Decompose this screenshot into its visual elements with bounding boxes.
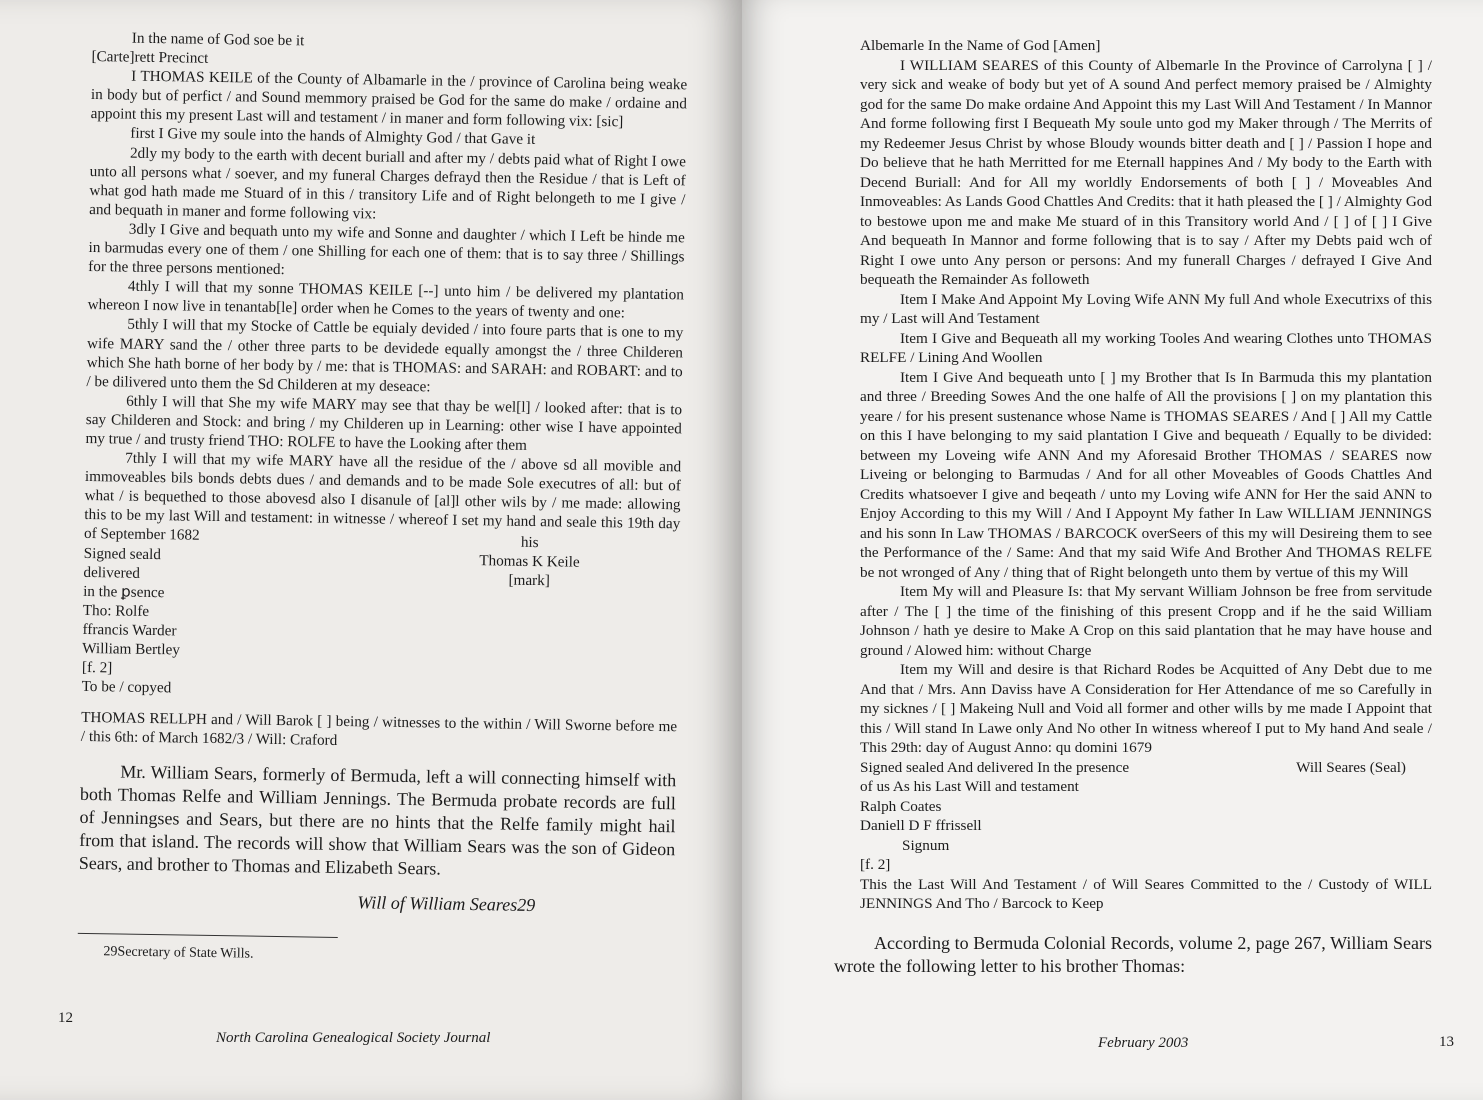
signed-line: Signed sealed And delivered In the presence [860, 758, 1130, 776]
will-paragraph: 5thly I will that my Stocke of Cattle be equialy devided / into foure parts that is one to my wife MARY sand the / other three parts to be devidede equally amongst the / three Childeren which She hath borne of her body by / me: that is THOMAS: and SARAH: and ROBART: and to / be dilivered unto them the Sd Childeren at my deseace: [86, 315, 684, 396]
his-label: his [520, 533, 539, 551]
witness: William Bertley [82, 639, 181, 659]
witness: Ralph Coates [860, 797, 942, 815]
to-be-copyed: To be / copyed [81, 678, 172, 697]
narrative-paragraph: Mr. William Sears, formerly of Bermuda, left a will connecting himself with both Thomas Relfe and William Jennings. The Bermuda probate records are full of Jenningses and Sears, but there are no hints that the Relfe family might hail from that island. The records will show that William Sears was the son of Gideon Sears, and brother to Thomas and Elizabeth Sears. [78, 762, 677, 880]
will-paragraph: I THOMAS KEILE of the County of Albamarle in the / province of Carolina being weake in body but of perfict / and Sound memmory praised be God for the same do make / ordaine and appoint this my present Last will and testament / in maner and form following vix: [sic] [90, 67, 688, 131]
delivered: delivered [83, 563, 141, 582]
of-us-line: of us As his Last Will and testament [860, 778, 1079, 795]
witness: ffrancis Warder [82, 620, 177, 640]
will-paragraph: I WILLIAM SEARES of this County of Albemarle In the Province of Carrolyna [ ] / very sick and weake of body but yet of A sound And perfect memory praised be / Almighty god for the same Do make ordaine And Appoint this my Last Will And Testament / In Mannor And forme following first I Bequeath My soule unto god my Maker through / The Merrits of my Redeemer Jesus Christ by whose Bloudy wounds bitter death and [ ] / Passion I hope and Do believe that he hath Merritted for me Eternall happines And / My body to the Earth with Decend Buriall: And for All my worldly Endorsements of both [ ] / Moveables And Inmoveables: As Lands Good Chattles And Credits: that it hath pleased the [ ] / Almighty God to bestowe upon me and make Me stuard of in this Transitory world And / [ ] of [ ] I Give And bequeath In Mannor and forme following that is to say / After my Debts paid wch of Right I owe unto Any person or persons: And my funerall Charges / defrayed I Give And bequeath the Remainder As followeth [860, 56, 1432, 288]
footnote: 29Secretary of State Wills. [103, 943, 254, 962]
page-number-right: 13 [1439, 1034, 1454, 1050]
will-paragraph: Item My will and Pleasure Is: that My servant William Johnson be free from servitude after / The [ ] the time of the finishing of this present Cropp and if he the said William Johnson / hath ye desire to Make A Crop on this said plantation that he may have house and ground / Alowed him: without Charge [860, 583, 1432, 659]
issue-date: February 2003 [1098, 1035, 1189, 1051]
signed-seald: Signed seald [83, 544, 162, 563]
narrative-paragraph: According to Bermuda Colonial Records, volume 2, page 267, William Sears wrote the following letter to his brother Thomas: [834, 932, 1432, 976]
will-paragraph: 6thly I will that She my wife MARY may see that thay be wel[l] / looked after: that is to say Childeren and Stock: and bring / my Childeren up in Learning: other wise I have appointed my true / and trusty friend THO: ROLFE to have the Looking after them [85, 392, 683, 454]
footnote-rule [78, 932, 338, 937]
will-paragraph: Item I Give and Bequeath all my working Tooles And wearing Clothes unto THOMAS RELFE / Lining And Woollen [860, 329, 1432, 366]
will-paragraph: 4thly I will that my sonne THOMAS KEILE [--] unto him / be delivered my plantation whereon I now live in tenantab[le] order when he Comes to the years of twenty and one: [87, 277, 685, 322]
in-presence: in the ꝑsence [83, 582, 165, 601]
testator-signature: Thomas K Keile [479, 551, 580, 571]
custody-note: This the Last Will And Testament / of Will Seares Committed to the / Custody of WILL JENNINGS And Tho / Barcock to Keep [860, 875, 1432, 912]
signature-block [83, 533, 680, 610]
will-paragraph: 7thly I will that my wife MARY have all the residue of the / above sd all movible and immoveables bils bonds debts dues / and demands and to be made Sole executres of all: but of what / is bequethed to those abovesd also I disanule of [al]l other wils by / me made: allowing this to be my last Will and testament: in witnesse / whereof I set my hand and seale this 19th day of September 1682 [83, 449, 682, 545]
folio-mark: [f. 2] [860, 856, 891, 873]
will-paragraph: 3dly I Give and bequath unto my wife and Sonne and daughter / which I Left be hinde me in barmudas every one of them / one Shilling for each one of them: that is to say three / Shillings for the three persons mentioned: [88, 220, 685, 279]
precinct-line: [Carte]rett Precinct [91, 48, 209, 67]
will-opening: In the name of God soe be it [131, 29, 305, 50]
section-heading: Will of William Seares29 [357, 892, 536, 916]
will-paragraph: Item I Give And bequeath unto [ ] my Brother that Is In Barmuda this my plantation and three / Breeding Sowes And the one halfe of All the provisions [ ] on my plantation this yeare / for his present sustenance whose Name is THOMAS SEARES / And [ ] All my Cattle on this I have belonging to my said plantation I Give and bequeath / Equally to be divided: between my Loveing wife ANN And my Aforesaid Brother THOMAS / SEARES now Liveing or belonging to Barmudas / And for all other Moveables of Goods Chattles And Credits whatsoever I give and beqeath / unto my Loving wife ANN for Her the said ANN to Enjoy According to this my Will / And I Appoynt My father In Law WILLIAM JENNINGS and his sonn In Law THOMAS / BARCOCK overSeers of this my will Desireing them to see the Performance of the / Same: And that my said Wife And Brother And THOMAS RELFE be not wronged of Any / thing that of Right belongeth unto them by vertue of this my Will [860, 368, 1432, 581]
mark-label: [mark] [508, 571, 550, 589]
will-paragraph: 2dly my body to the earth with decent buriall and after my / debts paid what of Right I owe unto all persons what / soever, and my funeral Charges defrayd then the Residue / that is Left of what god hath made me Stuard of in this / transitory Life and of Right belongeth to me I give / and bequath in maner and forme following vix: [89, 144, 687, 223]
witness: Tho: Rolfe [82, 601, 150, 620]
will-paragraph: first I Give my soule into the hands of Almighty God / that Gave it [130, 125, 536, 149]
left-page-content [77, 28, 688, 970]
journal-title: North Carolina Genealogical Society Journal [216, 1030, 491, 1046]
right-page-content [834, 36, 1432, 978]
witness: Daniell D F ffrissell [860, 817, 982, 834]
will-heading: Albemarle In the Name of God [Amen] [860, 37, 1101, 54]
signature-block [860, 758, 1432, 778]
right-page [742, 0, 1483, 1100]
testator-signature: Will Seares (Seal) [1296, 758, 1406, 776]
signum-label: Signum [902, 836, 950, 854]
sworn-statement: THOMAS RELLPH and / Will Barok [ ] being / witnesses to the within / Will Sworne before me / this 6th: of March 1682/3 / Will: Craford [80, 709, 678, 750]
folio-mark: [f. 2] [81, 659, 113, 677]
page-number-left: 12 [58, 1010, 73, 1026]
will-paragraph: Item I Make And Appoint My Loving Wife ANN My full And whole Executrixs of this my / Last will And Testament [860, 290, 1432, 327]
will-paragraph: Item my Will and desire is that Richard Rodes be Acquitted of Any Debt due to me And that / Mrs. Ann Daviss have A Consideration for Her Attendance of me so Carefully in my sicknes / [ ] Makeing Null and Void all former and other wills by me made I Appoint that this / Will stand In Lawe only And No other In witness whereof I put to My hand And seale / This 29th: day of August Anno: qu domini 1679 [860, 661, 1432, 756]
